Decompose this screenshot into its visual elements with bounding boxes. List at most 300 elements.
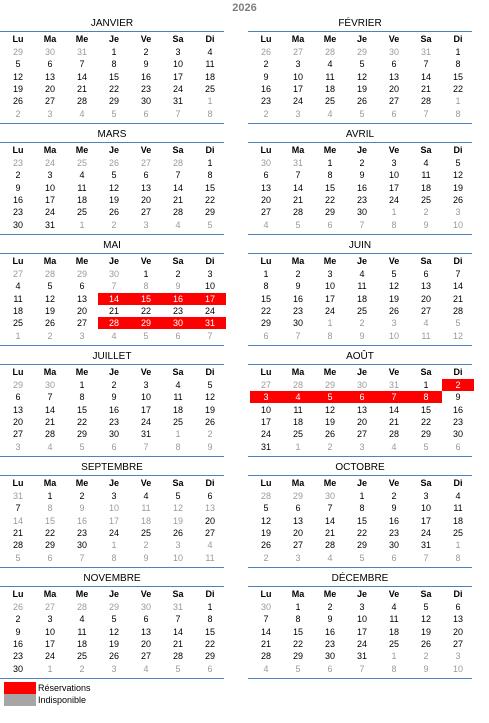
adjacent-month-day: 27 — [140, 158, 151, 168]
day: 21 — [292, 194, 303, 205]
day: 30 — [324, 651, 335, 662]
adjacent-month-day: 9 — [143, 552, 149, 563]
day-grid — [248, 46, 472, 124]
day: 31 — [420, 540, 431, 551]
weekday-label: Me — [323, 589, 337, 599]
adjacent-month-day: 10 — [452, 219, 463, 230]
adjacent-month-day: 1 — [391, 207, 397, 218]
day: 21 — [44, 416, 55, 427]
day: 10 — [172, 59, 183, 70]
day-grid — [248, 490, 472, 568]
day: 13 — [76, 293, 87, 304]
day: 29 — [420, 429, 431, 440]
adjacent-month-day: 26 — [12, 602, 23, 612]
day: 4 — [79, 170, 85, 181]
weekday-label: Me — [75, 145, 89, 155]
day: 26 — [44, 318, 55, 329]
weekday-label: Lu — [12, 256, 24, 266]
day: 9 — [15, 626, 21, 637]
day: 16 — [324, 626, 335, 637]
adjacent-month-day: 2 — [207, 429, 213, 440]
day: 26 — [420, 638, 431, 649]
day: 4 — [143, 491, 149, 501]
day: 1 — [143, 269, 149, 279]
adjacent-month-day: 11 — [205, 552, 215, 563]
weekday-label: Sa — [172, 478, 184, 488]
adjacent-month-day: 7 — [143, 441, 149, 452]
adjacent-month-day: 4 — [263, 219, 269, 230]
day: 3 — [207, 269, 213, 279]
day: 7 — [295, 170, 301, 181]
day: 8 — [111, 59, 117, 70]
day: 25 — [388, 638, 399, 649]
day: 25 — [204, 83, 215, 94]
day: 6 — [295, 503, 301, 514]
day: 26 — [356, 96, 367, 107]
day: 15 — [204, 182, 215, 193]
day: 31 — [260, 441, 271, 452]
weekday-label: Je — [356, 256, 367, 266]
weekday-label: Ve — [140, 256, 152, 266]
month-title: MARS — [0, 128, 224, 143]
weekday-label: Sa — [172, 256, 184, 266]
legend-label-indisponible: Indisponible — [38, 695, 87, 705]
day: 23 — [356, 194, 367, 205]
adjacent-month-day: 5 — [295, 663, 301, 674]
month-divider — [248, 678, 472, 679]
day: 1 — [263, 269, 269, 279]
day: 16 — [12, 638, 23, 649]
adjacent-month-day: 1 — [207, 96, 213, 107]
legend-swatch-reservations — [4, 682, 36, 694]
day: 7 — [423, 59, 429, 70]
day: 29 — [260, 318, 271, 329]
adjacent-month-day: 3 — [175, 540, 181, 551]
day: 27 — [44, 96, 55, 107]
reserved-day: 30 — [162, 317, 194, 329]
day: 5 — [455, 158, 461, 168]
day: 18 — [172, 404, 183, 415]
day: 8 — [455, 59, 461, 70]
weekday-label: Lu — [12, 145, 24, 155]
adjacent-month-day: 4 — [391, 441, 397, 452]
day-grid — [248, 601, 472, 679]
day: 31 — [172, 96, 183, 107]
weekday-label: Ve — [388, 367, 400, 377]
reserved-day: 15 — [130, 293, 162, 305]
adjacent-month-day: 23 — [12, 158, 23, 168]
day: 27 — [420, 305, 431, 316]
day: 23 — [172, 305, 183, 316]
weekday-label: Ve — [140, 34, 152, 44]
adjacent-month-day: 10 — [452, 663, 463, 674]
day: 26 — [204, 416, 215, 427]
weekday-label: Me — [75, 367, 89, 377]
adjacent-month-day: 5 — [423, 441, 429, 452]
weekday-header — [0, 254, 224, 268]
day: 9 — [455, 392, 461, 403]
day: 15 — [292, 626, 303, 637]
day: 12 — [388, 281, 399, 292]
day: 26 — [108, 651, 119, 662]
day: 10 — [420, 503, 431, 514]
weekday-label: Sa — [420, 367, 432, 377]
day: 6 — [423, 269, 429, 279]
day: 19 — [452, 182, 463, 193]
weekday-label: Lu — [260, 478, 272, 488]
day: 22 — [108, 83, 119, 94]
day: 11 — [389, 614, 399, 625]
adjacent-month-day: 5 — [143, 330, 149, 341]
day: 28 — [172, 207, 183, 218]
month-3 — [248, 128, 472, 236]
day: 3 — [327, 269, 333, 279]
adjacent-month-day: 10 — [388, 330, 399, 341]
day: 26 — [260, 540, 271, 551]
day: 10 — [356, 614, 367, 625]
day: 12 — [452, 170, 463, 181]
day: 21 — [12, 527, 23, 538]
day: 1 — [359, 491, 365, 501]
adjacent-month-day: 2 — [143, 540, 149, 551]
adjacent-month-day: 5 — [15, 552, 21, 563]
day: 27 — [76, 318, 87, 329]
day: 24 — [44, 207, 55, 218]
month-9 — [248, 461, 472, 569]
adjacent-month-day: 2 — [359, 318, 365, 329]
day: 24 — [356, 638, 367, 649]
day: 30 — [108, 429, 119, 440]
adjacent-month-day: 27 — [292, 47, 303, 57]
adjacent-month-day: 31 — [172, 602, 183, 612]
adjacent-month-day: 4 — [111, 330, 117, 341]
day: 9 — [327, 614, 333, 625]
day: 14 — [260, 626, 271, 637]
adjacent-month-day: 28 — [44, 269, 55, 279]
day: 22 — [260, 305, 271, 316]
day: 28 — [260, 651, 271, 662]
adjacent-month-day: 1 — [175, 429, 181, 440]
day: 3 — [47, 170, 53, 181]
month-title: SEPTEMBRE — [0, 461, 224, 476]
weekday-label: Ve — [140, 145, 152, 155]
day: 7 — [79, 59, 85, 70]
day: 23 — [324, 638, 335, 649]
day: 17 — [140, 404, 151, 415]
adjacent-month-day: 8 — [143, 281, 149, 292]
day: 8 — [327, 170, 333, 181]
day: 3 — [391, 158, 397, 168]
day: 15 — [108, 71, 119, 82]
adjacent-month-day: 29 — [324, 380, 335, 390]
adjacent-month-day: 1 — [47, 663, 53, 674]
weekday-label: Ve — [388, 589, 400, 599]
weekday-label: Lu — [260, 256, 272, 266]
adjacent-month-day: 3 — [295, 108, 301, 119]
day: 19 — [44, 305, 55, 316]
weekday-label: Sa — [172, 367, 184, 377]
weekday-label: Me — [75, 34, 89, 44]
reserved-day: 2 — [442, 379, 474, 391]
adjacent-month-day: 5 — [111, 108, 117, 119]
weekday-header — [0, 365, 224, 379]
weekday-label: Je — [356, 145, 367, 155]
adjacent-month-day: 28 — [76, 602, 87, 612]
day: 1 — [327, 158, 333, 168]
day: 5 — [207, 380, 213, 390]
adjacent-month-day: 17 — [108, 515, 119, 526]
day: 27 — [388, 96, 399, 107]
weekday-header — [0, 143, 224, 157]
adjacent-month-day: 12 — [172, 503, 183, 514]
adjacent-month-day: 8 — [207, 108, 213, 119]
adjacent-month-day: 1 — [327, 318, 333, 329]
adjacent-month-day: 9 — [175, 281, 181, 292]
adjacent-month-day: 6 — [207, 663, 213, 674]
day: 23 — [452, 416, 463, 427]
day: 29 — [44, 540, 55, 551]
adjacent-month-day: 27 — [44, 602, 55, 612]
day: 5 — [391, 269, 397, 279]
day: 13 — [260, 182, 271, 193]
adjacent-month-day: 6 — [327, 219, 333, 230]
day: 24 — [260, 429, 271, 440]
month-title: OCTOBRE — [248, 461, 472, 476]
weekday-label: Me — [323, 34, 337, 44]
adjacent-month-day: 5 — [455, 318, 461, 329]
day: 14 — [76, 71, 87, 82]
legend-item-indisponible — [4, 694, 204, 706]
day: 27 — [260, 207, 271, 218]
day: 5 — [15, 59, 21, 70]
adjacent-month-day: 31 — [76, 47, 87, 57]
weekday-label: Ve — [388, 34, 400, 44]
day: 7 — [327, 503, 333, 514]
adjacent-month-day: 8 — [391, 663, 397, 674]
adjacent-month-day: 1 — [455, 96, 461, 107]
adjacent-month-day: 29 — [12, 380, 23, 390]
day: 25 — [356, 305, 367, 316]
adjacent-month-day: 19 — [172, 515, 183, 526]
adjacent-month-day: 6 — [391, 108, 397, 119]
day: 25 — [292, 429, 303, 440]
day: 23 — [108, 416, 119, 427]
weekday-label: Ve — [140, 589, 152, 599]
day: 26 — [452, 194, 463, 205]
day: 5 — [359, 59, 365, 70]
adjacent-month-day: 8 — [391, 219, 397, 230]
reserved-day: 3 — [250, 391, 282, 403]
weekday-label: Lu — [12, 367, 24, 377]
day: 1 — [455, 47, 461, 57]
day: 1 — [295, 602, 301, 612]
day: 30 — [388, 540, 399, 551]
adjacent-month-day: 24 — [44, 158, 55, 168]
adjacent-month-day: 30 — [356, 380, 367, 390]
day: 9 — [263, 71, 269, 82]
day: 4 — [359, 269, 365, 279]
adjacent-month-day: 4 — [79, 108, 85, 119]
month-divider — [248, 567, 472, 568]
adjacent-month-day: 3 — [455, 651, 461, 662]
day: 1 — [207, 158, 213, 168]
day: 19 — [356, 83, 367, 94]
day: 7 — [175, 170, 181, 181]
day: 20 — [204, 515, 215, 526]
day: 25 — [420, 194, 431, 205]
day: 20 — [452, 626, 463, 637]
adjacent-month-day: 6 — [263, 330, 269, 341]
adjacent-month-day: 13 — [204, 503, 215, 514]
day: 18 — [204, 71, 215, 82]
weekday-label: Di — [453, 367, 463, 377]
day: 24 — [420, 527, 431, 538]
day: 12 — [12, 71, 23, 82]
weekday-label: Ma — [43, 478, 57, 488]
weekday-header — [248, 32, 472, 46]
day: 17 — [420, 515, 431, 526]
adjacent-month-day: 28 — [260, 491, 271, 501]
adjacent-month-day: 3 — [391, 318, 397, 329]
weekday-label: Di — [205, 367, 215, 377]
weekday-label: Ma — [43, 256, 57, 266]
weekday-label: Je — [356, 589, 367, 599]
day: 12 — [324, 404, 335, 415]
day: 23 — [76, 527, 87, 538]
reserved-day: 29 — [130, 317, 162, 329]
day: 21 — [420, 83, 431, 94]
adjacent-month-day: 31 — [388, 380, 399, 390]
day: 10 — [324, 281, 335, 292]
adjacent-month-day: 9 — [207, 441, 213, 452]
adjacent-month-day: 1 — [79, 219, 85, 230]
adjacent-month-day: 11 — [141, 503, 151, 514]
day: 18 — [76, 638, 87, 649]
adjacent-month-day: 7 — [295, 330, 301, 341]
month-title: JUIN — [248, 239, 472, 254]
day: 19 — [108, 194, 119, 205]
day: 7 — [15, 503, 21, 514]
day: 3 — [295, 59, 301, 70]
day: 29 — [324, 207, 335, 218]
day: 11 — [421, 170, 431, 181]
day: 24 — [44, 651, 55, 662]
day: 27 — [292, 540, 303, 551]
adjacent-month-day: 30 — [388, 47, 399, 57]
weekday-label: Ve — [388, 256, 400, 266]
day: 26 — [324, 429, 335, 440]
day: 31 — [356, 651, 367, 662]
day: 14 — [292, 182, 303, 193]
weekday-label: Sa — [420, 478, 432, 488]
day: 14 — [324, 515, 335, 526]
day: 11 — [173, 392, 183, 403]
day: 9 — [295, 281, 301, 292]
weekday-label: Sa — [420, 589, 432, 599]
weekday-label: Ma — [291, 589, 305, 599]
weekday-label: Di — [205, 478, 215, 488]
day: 19 — [260, 527, 271, 538]
adjacent-month-day: 9 — [79, 503, 85, 514]
day: 11 — [77, 182, 87, 193]
day: 30 — [356, 207, 367, 218]
day: 22 — [204, 194, 215, 205]
adjacent-month-day: 26 — [108, 158, 119, 168]
day: 21 — [172, 638, 183, 649]
day: 29 — [108, 96, 119, 107]
adjacent-month-day: 2 — [263, 552, 269, 563]
day: 1 — [79, 380, 85, 390]
day: 24 — [324, 305, 335, 316]
day: 28 — [172, 651, 183, 662]
weekday-header — [248, 143, 472, 157]
adjacent-month-day: 30 — [324, 491, 335, 501]
day: 10 — [388, 170, 399, 181]
day: 20 — [260, 194, 271, 205]
day: 24 — [140, 416, 151, 427]
day: 27 — [140, 207, 151, 218]
adjacent-month-day: 7 — [359, 219, 365, 230]
weekday-label: Lu — [12, 34, 24, 44]
month-title: FÉVRIER — [248, 17, 472, 32]
day-grid — [248, 379, 472, 457]
day-grid — [0, 46, 224, 124]
adjacent-month-day: 14 — [12, 515, 23, 526]
day: 7 — [47, 392, 53, 403]
day: 17 — [44, 194, 55, 205]
day: 12 — [204, 392, 215, 403]
day: 6 — [207, 491, 213, 501]
adjacent-month-day: 3 — [15, 441, 21, 452]
day: 29 — [356, 540, 367, 551]
day: 19 — [420, 626, 431, 637]
day: 13 — [140, 626, 151, 637]
weekday-label: Di — [205, 256, 215, 266]
adjacent-month-day: 27 — [12, 269, 23, 279]
day: 14 — [452, 281, 463, 292]
adjacent-month-day: 5 — [207, 219, 213, 230]
day: 6 — [79, 281, 85, 292]
day: 6 — [47, 59, 53, 70]
day: 27 — [452, 638, 463, 649]
day: 17 — [44, 638, 55, 649]
weekday-label: Ma — [43, 145, 57, 155]
day: 29 — [204, 207, 215, 218]
adjacent-month-day: 3 — [79, 330, 85, 341]
weekday-label: Lu — [12, 589, 24, 599]
day: 13 — [140, 182, 151, 193]
day: 20 — [420, 293, 431, 304]
adjacent-month-day: 12 — [452, 330, 463, 341]
weekday-label: Sa — [172, 589, 184, 599]
day: 25 — [12, 318, 23, 329]
adjacent-month-day: 7 — [207, 330, 213, 341]
day: 15 — [260, 293, 271, 304]
adjacent-month-day: 30 — [260, 158, 271, 168]
day: 1 — [47, 491, 53, 501]
legend-item-reservations — [4, 682, 204, 694]
day: 3 — [175, 47, 181, 57]
day-grid — [0, 490, 224, 568]
day: 24 — [204, 305, 215, 316]
weekday-label: Me — [323, 367, 337, 377]
day: 12 — [260, 515, 271, 526]
day: 11 — [357, 281, 367, 292]
day: 10 — [140, 392, 151, 403]
day: 13 — [420, 281, 431, 292]
adjacent-month-day: 1 — [455, 540, 461, 551]
day: 16 — [108, 404, 119, 415]
